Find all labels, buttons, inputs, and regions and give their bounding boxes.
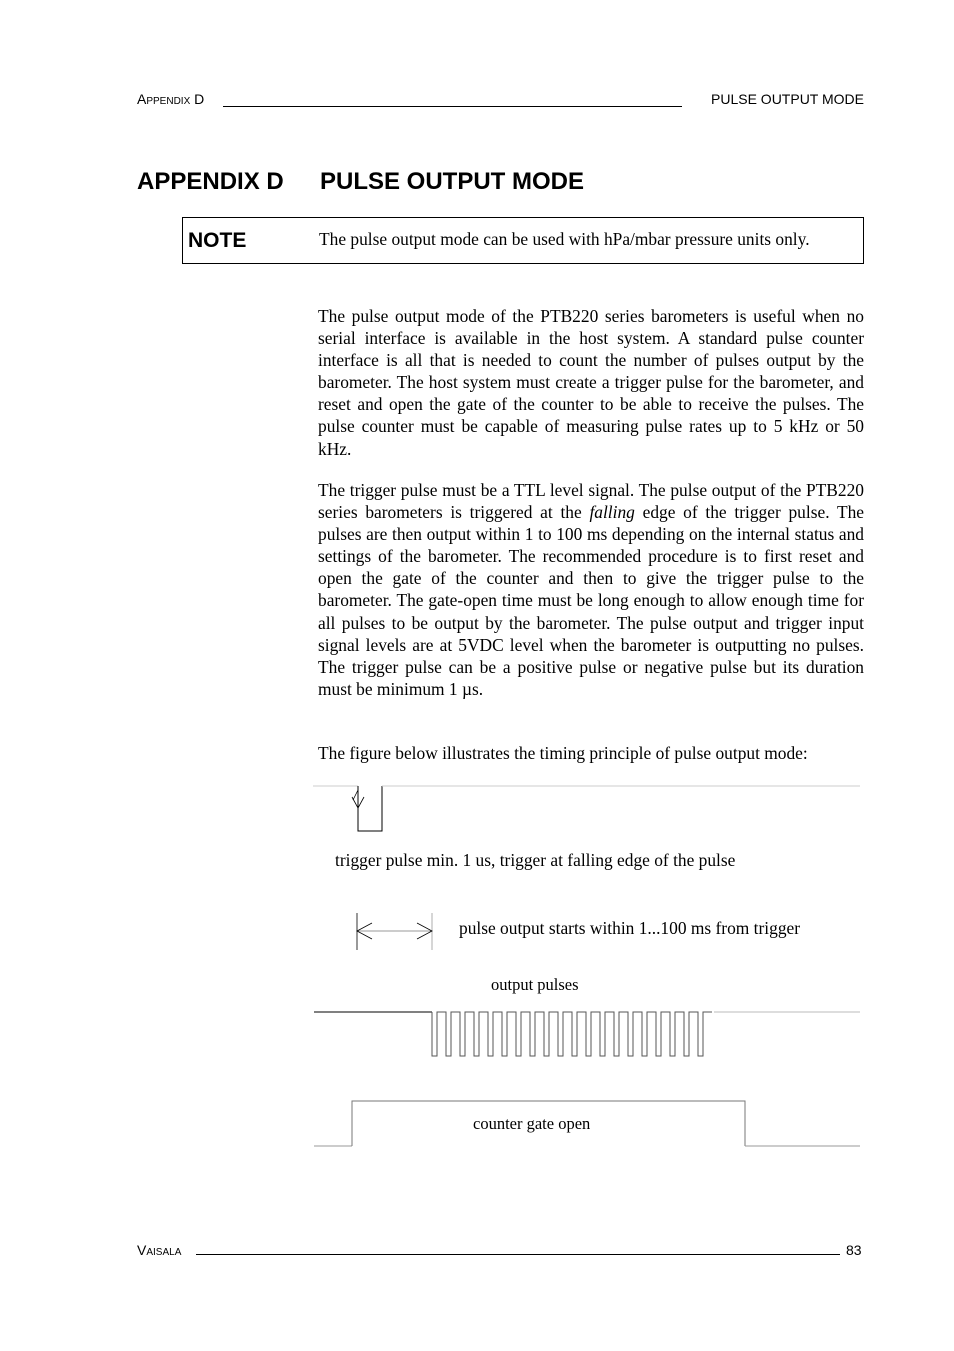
delay-label: pulse output starts within 1...100 ms from trigger [459, 918, 801, 938]
title-number: APPENDIX D [137, 168, 284, 195]
note-text: The pulse output mode can be used with hPa/mbar pressure units only. [319, 229, 810, 249]
header-right: PULSE OUTPUT MODE [711, 91, 864, 107]
paragraph-1: The pulse output mode of the PTB220 series barometers is useful when no serial interface is available in the host system. A standard pulse counter interface is all that is needed to count the number of pulses output by the barometer. The host system must create a trigger pulse for the barometer, and reset and open the gate of the counter to be able to receive the pulses. The pulse counter must be capable of measuring pulse rates up to 5 kHz or 50 kHz. [318, 306, 864, 459]
falling-edge-arrow [352, 790, 364, 808]
footer-left: Vaisala [137, 1242, 182, 1258]
output-pulses-waveform [314, 1012, 860, 1056]
header-left: Appendix D [137, 91, 205, 107]
title-text: PULSE OUTPUT MODE [320, 168, 585, 195]
footer-rule [196, 1254, 840, 1255]
output-pulses-label: output pulses [491, 975, 579, 994]
paragraph-2-end: edge of the trigger pulse. The pulses are then output within 1 to 100 ms depending on the internal status and settings of the barometer. The recommended procedure is to first reset and open the gate of the counter and then to give the trigger pulse to the barometer. The gate-open time must be long enough to allow enough time for all pulses to be output by the barometer. The pulse output and trigger input signal levels are at 5VDC level when the barometer is outputting no pulses. The trigger pulse can be a positive pulse or negative pulse but its duration must be minimum 1 µs. [318, 502, 864, 699]
trigger-pulse-waveform [313, 786, 860, 831]
paragraph-2-emphasis: falling [589, 502, 635, 523]
paragraph-2-start: The trigger pulse must be a TTL level signal. The pulse output of the PTB220 series barometers is triggered at the [318, 480, 864, 523]
delay-arrow [357, 913, 432, 950]
note-label: NOTE [188, 229, 247, 252]
paragraph-3: The figure below illustrates the timing principle of pulse output mode: [318, 743, 808, 763]
trigger-label: trigger pulse min. 1 us, trigger at falling edge of the pulse [335, 850, 736, 870]
counter-gate-label: counter gate open [473, 1114, 591, 1133]
page-number: 83 [846, 1242, 862, 1258]
